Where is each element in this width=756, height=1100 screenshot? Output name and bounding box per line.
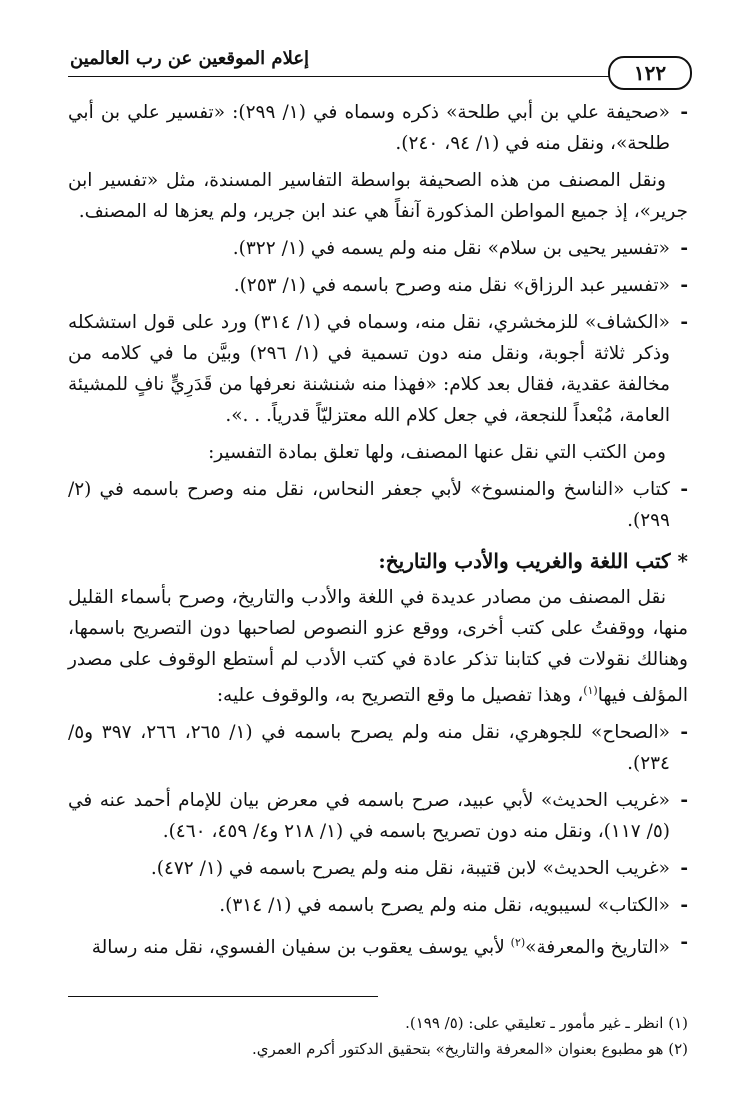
paragraph: ومن الكتب التي نقل عنها المصنف، ولها تعلق بمادة التفسير: [208,442,666,463]
list-item [68,927,688,963]
book-title: إعلام الموقعين عن رب العالمين [70,48,310,69]
footnote: (١) انظر ـ غير مأمور ـ تعليقي على: (٥/ ١٩٩). [405,1014,688,1032]
footnote-ref[interactable]: (٢) [510,936,526,950]
list-item: - كتاب «الناسخ والمنسوخ» لأبي جعفر النحاس، نقل منه وصرح باسمه في (٢/ ٢٩٩). [68,474,688,536]
section-heading: * كتب اللغة والغريب والأدب والتاريخ: [378,549,688,573]
list-item: - «الكتاب» لسيبويه، نقل منه ولم يصرح باسمه في (١/ ٣١٤). [68,890,688,921]
footnote: (٢) هو مطبوع بعنوان «المعرفة والتاريخ» بتحقيق الدكتور أكرم العمري. [251,1040,688,1058]
paragraph-text: ، وهذا تفصيل ما وقع التصريح به، والوقوف عليه: [216,685,584,707]
list-item: - «غريب الحديث» لابن قتيبة، نقل منه ولم يصرح باسمه في (١/ ٤٧٢). [68,853,688,884]
page-body [68,97,688,963]
footnote-separator [68,996,378,997]
list-item: - «الصحاح» للجوهري، نقل منه ولم يصرح باسمه في (١/ ٢٦٥، ٢٦٦، ٣٩٧ و٥/ ٢٣٤). [68,717,688,779]
page [68,40,688,969]
paragraph: ونقل المصنف من هذه الصحيفة بواسطة التفاسير المسندة، مثل «تفسير ابن جرير»، إذ جميع المواطن المذكورة آنفاً هي عند ابن جرير، ولم يعزها له المصنف. [68,170,688,222]
list-item: - «صحيفة علي بن أبي طلحة» ذكره وسماه في (١/ ٢٩٩): «تفسير علي بن أبي طلحة»، ونقل منه في (١/ ٩٤، ٢٤٠). [68,97,688,159]
paragraph-text: نقل المصنف من مصادر عديدة في اللغة والأدب والتاريخ، وصرح بأسماء القليل منها، ووقفتُ على كتب أخرى، ووقع عزو النصوص لصاحبها دون التصريح باسمها، وهنالك نقولات في كتابنا تذكر عادة في كتب الأدب لم أستطع الوقوف على مصدر المؤلف فيها [68,587,688,707]
footnotes [68,1010,688,1062]
bullet-list-2 [68,233,688,431]
page-number: ١٢٢ [608,56,692,90]
list-item: - «غريب الحديث» لأبي عبيد، صرح باسمه في معرض بيان للإمام أحمد عنه في (٥/ ١١٧)، ونقل منه دون تصريح باسمه في (١/ ٢١٨ و٤/ ٤٥٩، ٤٦٠). [68,785,688,847]
bullet-list-3 [68,474,688,536]
list-item: - «تفسير يحيى بن سلام» نقل منه ولم يسمه في (١/ ٣٢٢). [68,233,688,264]
list-item: - «الكشاف» للزمخشري، نقل منه، وسماه في (١/ ٣١٤) ورد على قول استشكله وذكر ثلاثة أجوبة، ونقل منه دون تسمية في (١/ ٢٩٦) وبيَّن ما في كلامه من مخالفة عقدية، فقال بعد كلام: «فهذا منه شنشنة نعرفها من قَدَرِيٍّ نافٍ للمشيئة العامة، مُبْعداً للنجعة، في جعل كلام الله معتزليّاً قدرياً. . .». [68,307,688,431]
list-item-text: «التاريخ والمعرفة» [525,937,670,959]
running-header [68,40,688,85]
paragraph [68,582,688,711]
list-item: - «تفسير عبد الرزاق» نقل منه وصرح باسمه في (١/ ٢٥٣). [68,270,688,301]
bullet-list-1 [68,97,688,159]
list-item-text: لأبي يوسف يعقوب بن سفيان الفسوي، نقل منه رسالة [91,937,511,959]
bullet-list-4 [68,717,688,963]
footnote-ref[interactable]: (١) [583,684,598,697]
